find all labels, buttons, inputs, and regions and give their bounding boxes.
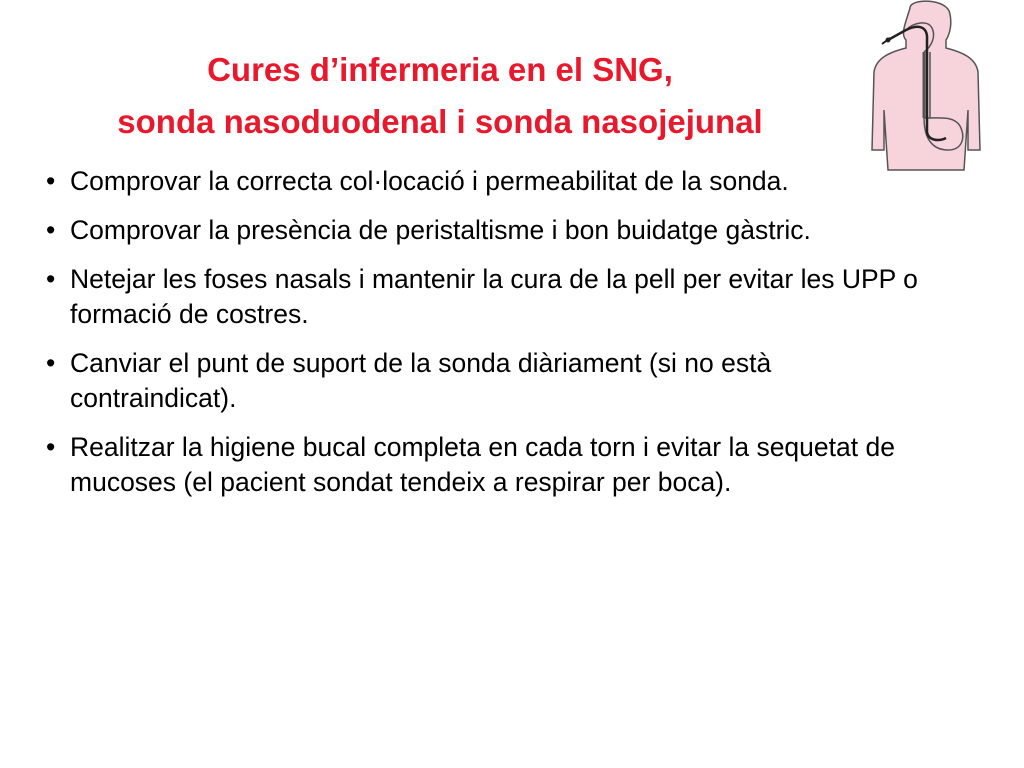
bullet-list	[40, 164, 940, 514]
bullet-icon: •	[46, 215, 56, 245]
bullet-text: Realitzar la higiene bucal completa en cada torn i evitar la sequetat de mucoses (el pacient sondat tendeix a respirar per boca).	[70, 432, 895, 497]
list-item	[40, 164, 940, 199]
bullet-icon: •	[46, 432, 56, 462]
list-item	[40, 213, 940, 248]
bullet-text: Netejar les foses nasals i mantenir la cura de la pell per evitar les UPP o formació de costres.	[70, 264, 918, 329]
bullet-text: Comprovar la correcta col·locació i permeabilitat de la sonda.	[70, 166, 789, 196]
list-item	[40, 430, 940, 500]
slide-title	[40, 44, 840, 148]
bullet-icon: •	[46, 166, 56, 196]
bullet-icon: •	[46, 348, 56, 378]
title-line-1: Cures d’infermeria en el SNG,	[207, 51, 673, 88]
bullet-text: Comprovar la presència de peristaltisme i bon buidatge gàstric.	[70, 215, 811, 245]
list-item	[40, 262, 940, 332]
title-line-2: sonda nasoduodenal i sonda nasojejunal	[117, 103, 763, 140]
bullet-icon: •	[46, 264, 56, 294]
bullet-text: Canviar el punt de suport de la sonda diàriament (si no està contraindicat).	[70, 348, 772, 413]
list-item	[40, 346, 940, 416]
nasogastric-tube-body-icon	[866, 0, 986, 172]
